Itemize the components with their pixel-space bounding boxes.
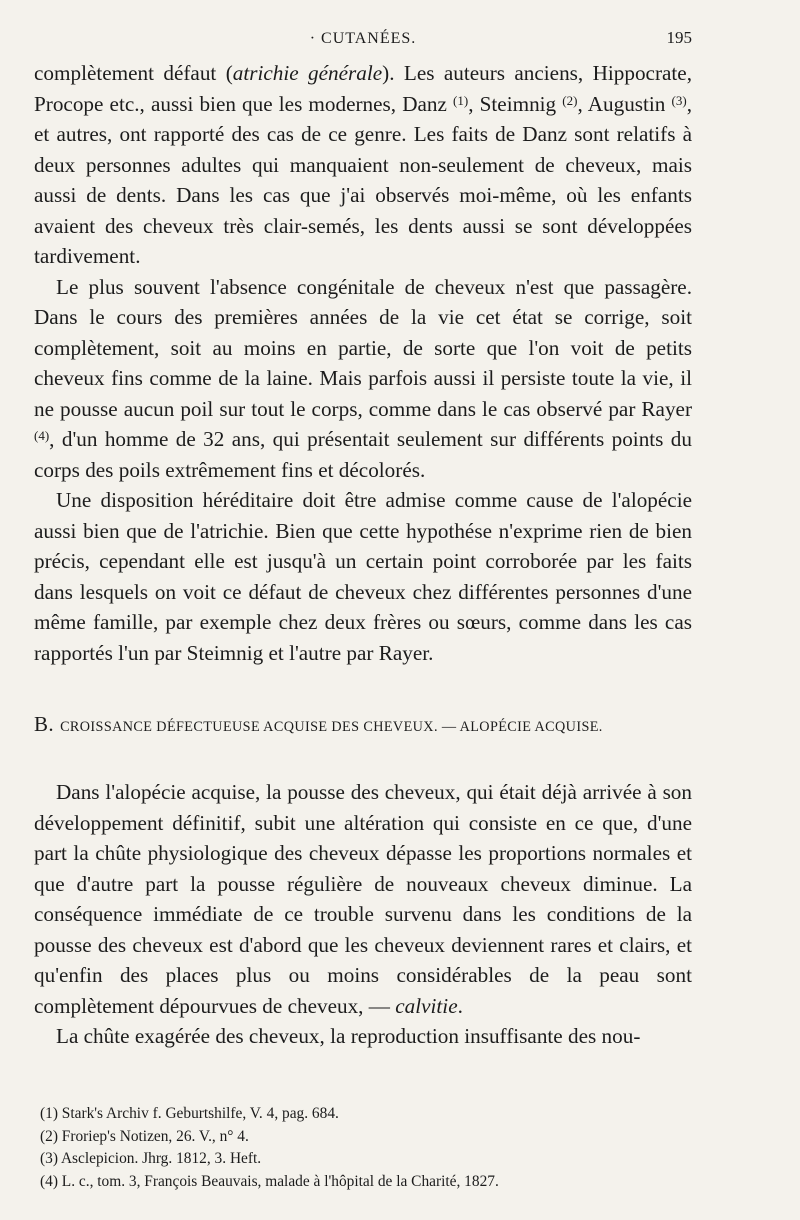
page-header [34,18,692,58]
text: complètement défaut ( [34,61,233,85]
text: ). Les auteurs anciens, Hippocrate, Procope etc., aussi bien que les modernes, Danz [34,61,692,116]
section-heading [34,712,692,737]
paragraph-2 [34,272,692,486]
footnote-4: (4) L. c., tom. 3, François Beauvais, malade à l'hôpital de la Charité, 1827. [40,1172,499,1190]
footnote-ref: (2) [562,92,578,108]
footnote-ref: (3) [671,92,687,108]
paragraph-1 [34,58,692,272]
italic-term: atrichie générale [232,61,383,85]
footnote-2: (2) Froriep's Notizen, 26. V., n° 4. [40,1127,249,1145]
text: Dans l'alopécie acquise, la pousse des cheveux, qui était déjà arrivée à son développement définitif, subit une altération qui consiste en ce que, d'une part la chûte physiologique des cheveux dépasse les proportions normales et que d'autre part la pousse régulière de nouveaux cheveux diminue. La conséquence immédiate de ce trouble survenu dans les conditions de la pousse des cheveux est d'abord que les cheveux deviennent rares et clairs, et qu'enfin des places plus ou moins considérables de la peau sont complètement dépourvues de cheveux, — [34,780,692,1018]
footnote-1: (1) Stark's Archiv f. Geburtshilfe, V. 4, pag. 684. [40,1105,339,1122]
text: . [457,993,463,1018]
text: , Augustin [577,91,672,116]
footnotes [40,1103,690,1193]
text: , d'un homme de 32 ans, qui présentait seulement sur différents points du corps des poils extrêmement fins et décolorés. [34,427,692,482]
footnote-ref: (4) [34,428,50,443]
section-title: CROISSANCE DÉFECTUEUSE ACQUISE DES CHEVEUX. — ALOPÉCIE ACQUISE. [60,719,603,735]
text: , Steimnig [468,91,563,116]
running-head: · CUTANÉES. [309,30,417,47]
paragraph-4 [34,777,692,1021]
book-page [34,18,692,1208]
footnote-3: (3) Asclepicion. Jhrg. 1812, 3. Heft. [40,1150,262,1167]
paragraph-5: La chûte exagérée des cheveux, la reproduction insuffisante des nou- [56,1024,641,1048]
section-letter: B. [34,712,55,736]
footnote-ref: (1) [453,92,469,108]
paragraph-3: Une disposition héréditaire doit être admise comme cause de l'alopécie aussi bien que de l'atrichie. Bien que cette hypothése n'exprime rien de bien précis, cependant elle est jusqu'à un certain point corroborée par les faits dans lesquels on voit ce défaut de cheveux chez différentes personnes d'une même famille, par exemple chez deux frères ou sœurs, comme dans les cas rapportés l'un par Steimnig et l'autre par Rayer. [34,488,692,665]
page-number: 195 [666,28,692,47]
text: , et autres, ont rapporté des cas de ce genre. Les faits de Danz sont relatifs à deux personnes adultes qui manquaient non-seulement de cheveux, mais aussi de dents. Dans les cas que j'ai observés moi-même, où les enfants avaient des cheveux très clair-semés, les dents aussi se sont développées tardivement. [34,91,692,268]
text: Le plus souvent l'absence congénitale de cheveux n'est que passagère. Dans le cours des premières années de la vie cet état se corrige, soit complètement, soit au moins en partie, de sorte que l'on voit de petits cheveux fins comme de la laine. Mais parfois aussi il persiste toute la vie, il ne pousse aucun poil sur tout le corps, comme dans le cas observé par Rayer [34,274,692,421]
italic-term: calvitie [395,993,458,1018]
